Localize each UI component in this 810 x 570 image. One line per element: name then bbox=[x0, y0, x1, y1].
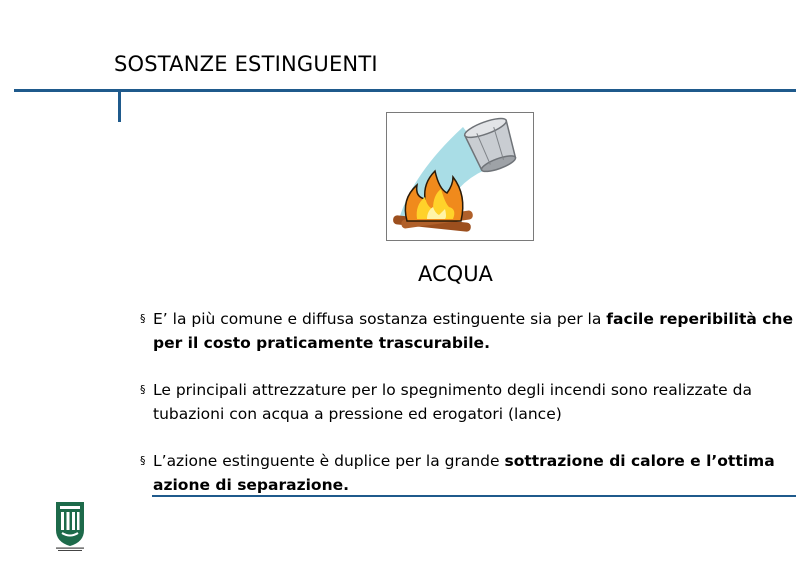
bullet-marker: § bbox=[140, 383, 146, 396]
title-accent-tick bbox=[118, 91, 121, 122]
bullet-list bbox=[140, 307, 796, 520]
water-extinguishing-illustration bbox=[386, 112, 534, 241]
slide-title: SOSTANZE ESTINGUENTI bbox=[114, 52, 378, 76]
bullet-text: L’azione estinguente è duplice per la grande bbox=[153, 452, 505, 470]
bullet-text: E’ la più comune e diffusa sostanza estinguente sia per la bbox=[153, 310, 607, 328]
bullet-emphasis: sottrazione di calore e l’ottima azione di separazione. bbox=[153, 452, 775, 494]
title-underline bbox=[14, 89, 796, 92]
bullet-text: Le principali attrezzature per lo spegnimento degli incendi sono realizzate da tubazioni con acqua a pressione ed erogatori (lance) bbox=[153, 381, 752, 423]
bucket-pouring-water-on-fire-icon bbox=[387, 113, 533, 240]
bullet-item bbox=[140, 449, 796, 497]
footer-rule bbox=[152, 495, 796, 497]
section-subheading: ACQUA bbox=[418, 262, 493, 286]
university-logo-icon bbox=[52, 500, 88, 552]
bullet-emphasis: facile reperibilità che per il costo praticamente trascurabile. bbox=[153, 310, 793, 352]
bullet-item bbox=[140, 307, 796, 355]
bullet-item bbox=[140, 378, 796, 426]
bullet-marker: § bbox=[140, 454, 146, 467]
bullet-marker: § bbox=[140, 312, 146, 325]
